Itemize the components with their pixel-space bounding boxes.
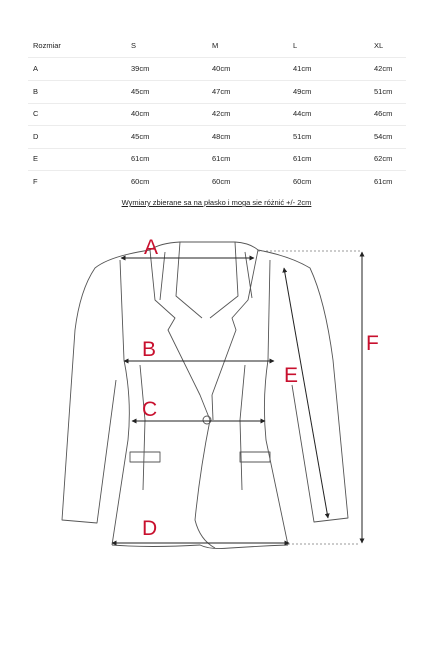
- cell: 40cm: [131, 109, 150, 118]
- cell: 51cm: [374, 87, 393, 96]
- cell: 48cm: [212, 132, 231, 141]
- cell: 47cm: [212, 87, 231, 96]
- cell: 51cm: [293, 132, 312, 141]
- label-b: B: [142, 338, 157, 361]
- label-d: D: [142, 517, 158, 540]
- cell: 41cm: [293, 64, 312, 73]
- header-s: S: [131, 41, 137, 50]
- cell: 62cm: [374, 154, 393, 163]
- cell: 44cm: [293, 109, 312, 118]
- cell: 46cm: [374, 109, 393, 118]
- label-a: A: [144, 236, 159, 259]
- cell: 60cm: [293, 177, 312, 186]
- row-label: B: [33, 87, 39, 96]
- cell: 61cm: [212, 154, 231, 163]
- cell: 49cm: [293, 87, 312, 96]
- label-c: C: [142, 398, 158, 421]
- label-e: E: [284, 364, 299, 387]
- cell: 61cm: [293, 154, 312, 163]
- cell: 42cm: [374, 64, 393, 73]
- cell: 61cm: [131, 154, 150, 163]
- cell: 42cm: [212, 109, 231, 118]
- cell: 45cm: [131, 87, 150, 96]
- row-label: E: [33, 154, 39, 163]
- header-size: Rozmiar: [33, 41, 61, 50]
- cell: 40cm: [212, 64, 231, 73]
- cell: 39cm: [131, 64, 150, 73]
- cell: 61cm: [374, 177, 393, 186]
- row-label: C: [33, 109, 39, 118]
- cell: 45cm: [131, 132, 150, 141]
- row-label: D: [33, 132, 39, 141]
- row-label: F: [33, 177, 38, 186]
- cell: 60cm: [212, 177, 231, 186]
- header-l: L: [293, 41, 298, 50]
- measurement-note: Wymiary zbierane sa na płasko i moga sie różnić +/- 2cm: [121, 198, 312, 207]
- row-label: A: [33, 64, 39, 73]
- blazer-outline: [62, 242, 348, 549]
- label-f: F: [366, 332, 379, 355]
- header-m: M: [212, 41, 219, 50]
- header-xl: XL: [374, 41, 384, 50]
- measure-line-e: [284, 268, 328, 518]
- cell: 60cm: [131, 177, 150, 186]
- cell: 54cm: [374, 132, 393, 141]
